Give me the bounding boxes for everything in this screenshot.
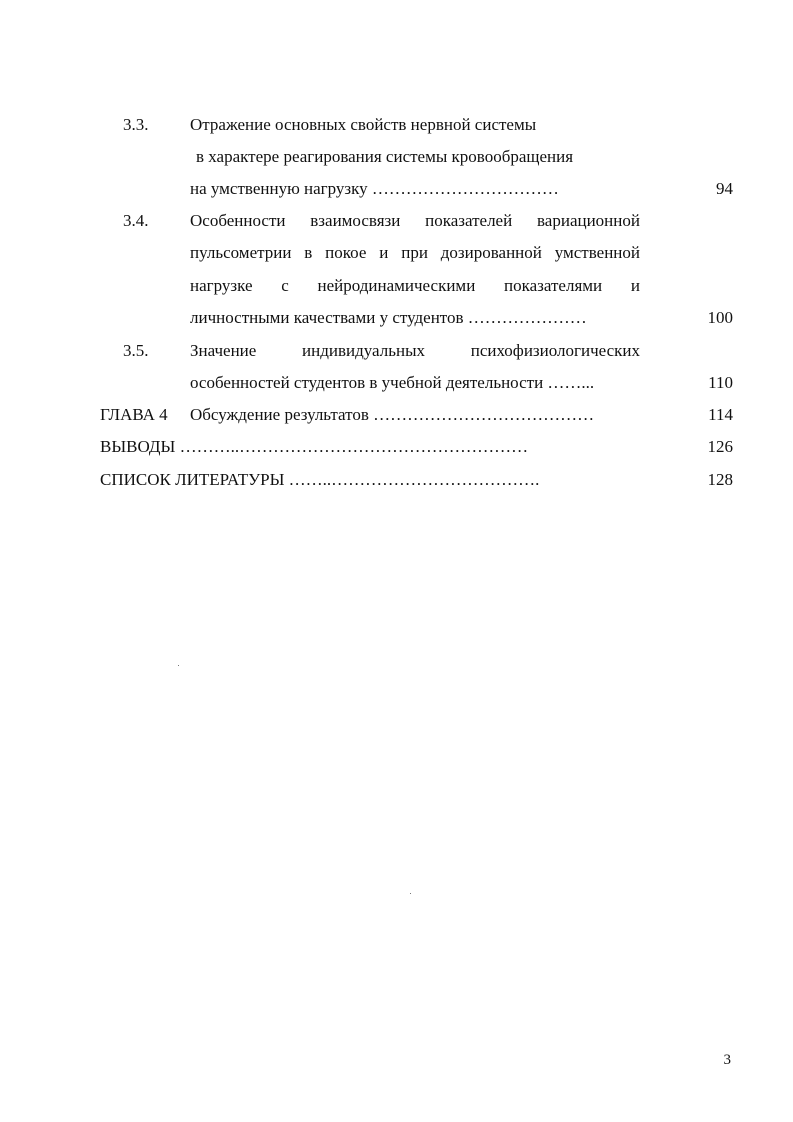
toc-chapter-4-title: Обсуждение результатов ………………………………… (190, 405, 595, 424)
word: Значение (190, 341, 257, 360)
toc-number-3-4: 3.4. (123, 211, 149, 230)
toc-conclusions: ВЫВОДЫ ………..…………………………………………… (100, 437, 529, 456)
toc-entry-3-4-line-3 (190, 275, 640, 297)
toc-number-3-5: 3.5. (123, 341, 149, 360)
word: индивидуальных (302, 341, 425, 360)
toc-page-references: 128 (707, 470, 733, 489)
word: в (304, 243, 313, 262)
word: и (379, 243, 389, 262)
word: при (401, 243, 428, 262)
toc-number-3-3: 3.3. (123, 115, 149, 134)
word: пульсометрии (190, 243, 292, 262)
scan-speck (178, 665, 179, 666)
word: показателями (504, 276, 603, 295)
toc-entry-3-5-line-1 (190, 340, 640, 362)
word: дозированной (440, 243, 542, 262)
toc-page-3-3: 94 (716, 179, 733, 198)
toc-chapter-4-label: ГЛАВА 4 (100, 405, 168, 424)
word: нагрузке (190, 276, 253, 295)
scan-speck (410, 893, 411, 894)
word: Особенности (190, 211, 286, 230)
toc-page-3-5: 110 (708, 373, 733, 392)
toc-page-3-4: 100 (707, 308, 733, 327)
word: вариационной (537, 211, 640, 230)
word: с (281, 276, 289, 295)
word: показателей (425, 211, 513, 230)
word: нейродинамическими (317, 276, 476, 295)
word: и (630, 276, 640, 295)
word: покое (325, 243, 367, 262)
page-number: 3 (723, 1052, 731, 1068)
word: психофизиологических (470, 341, 640, 360)
toc-page-chapter-4: 114 (708, 405, 733, 424)
toc-entry-3-4-line-1 (190, 210, 640, 232)
toc-entry-3-4-line-4: личностными качествами у студентов ………………… (190, 308, 587, 327)
word: взаимосвязи (310, 211, 401, 230)
toc-page-conclusions: 126 (707, 437, 733, 456)
toc-entry-3-5-line-2: особенностей студентов в учебной деятельности ……... (190, 373, 595, 392)
toc-entry-3-4-line-2 (190, 242, 640, 264)
toc-entry-3-3-line-2: в характере реагирования системы кровообращения (196, 147, 574, 166)
word: умственной (554, 243, 640, 262)
toc-entry-3-3-line-3: на умственную нагрузку …………………………… (190, 179, 559, 198)
toc-references: СПИСОК ЛИТЕРАТУРЫ ……..………………………………. (100, 470, 540, 489)
toc-entry-3-3-line-1: Отражение основных свойств нервной системы (190, 115, 537, 134)
